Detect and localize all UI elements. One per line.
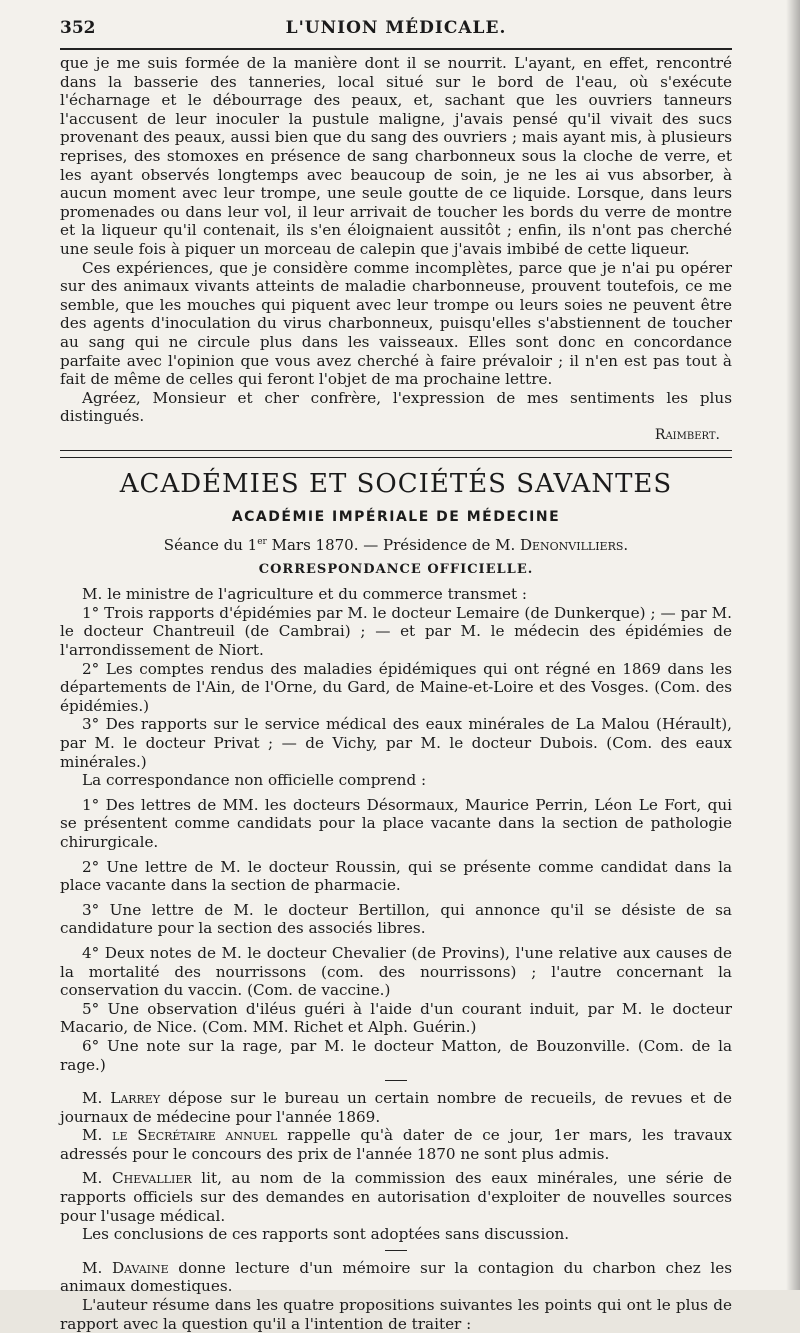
session-line: [60, 533, 732, 555]
letter-closing: Agréez, Monsieur et cher confrère, l'expression de mes sentiments les plus distingués.: [60, 388, 732, 426]
correspondance-heading: CORRESPONDANCE OFFICIELLE.: [258, 561, 534, 577]
list-item: 5° Une observation d'iléus guéri à l'aide d'un courant induit, par M. le docteur Macario, de Nice. (Com. MM. Richet et Alph. Guérin.): [60, 999, 732, 1037]
body-paragraph: L'auteur résume dans les quatre propositions suivantes les points qui ont le plus de rapport avec la question qu'il a l'intention de traiter :: [60, 1296, 732, 1333]
list-item: 3° Des rapports sur le service médical des eaux minérales de La Malou (Hérault), par M. le docteur Privat ; — de Vichy, par M. le docteur Dubois. (Com. des eaux minérales.): [60, 715, 732, 771]
speaker-text: donne lecture d'un mémoire sur la contagion du charbon chez les animaux domestiques.: [60, 1258, 733, 1296]
session-president: Denonvilliers: [519, 536, 624, 555]
session-date-suffix: er: [257, 537, 267, 548]
letter-paragraph: Ces expériences, que je considère comme incomplètes, parce que je n'ai pu opérer sur des animaux vivants atteints de maladie charbonneuse, prouvent toutefois, ce me semble, que les mouches qui piquent avec leur trompe ou leurs soies ne peuvent être des agents d'inoculation du virus charbonneux, puisqu'elles s'abstiennent de toucher au sang qui ne circule plus dans les vaisseaux. Elles sont donc en concordance parfaite avec l'opinion que vous avez cherché à faire prévaloir ; il n'en est pas tout à fait de même de celles qui feront l'objet de ma prochaine lettre.: [60, 258, 732, 389]
list-item: 3° Une lettre de M. le docteur Bertillon, qui annonce qu'il se désiste de sa candidature pour la section des associés libres.: [60, 900, 732, 938]
body-paragraph: [60, 1169, 732, 1225]
body-paragraph: [60, 1259, 732, 1296]
list-item: 4° Deux notes de M. le docteur Chevalier (de Provins), l'une relative aux causes de la mortalité des nourrissons (com. des nourrissons) ; l'autre concernant la conservation du vaccin. (Com. de vaccine.): [60, 943, 732, 1000]
speaker-text: dépose sur le bureau un certain nombre de recueils, de revues et de journaux de médecine pour l'année 1869.: [60, 1089, 732, 1126]
separator-rule: [385, 1250, 407, 1251]
academy-title: ACADÉMIE IMPÉRIALE DE MÉDECINE: [231, 509, 561, 526]
session-end: .: [623, 536, 629, 555]
list-item: 6° Une note sur la rage, par M. le docteur Matton, de Bouzonville. (Com. de la rage.): [60, 1036, 732, 1074]
page-number: 352: [60, 18, 96, 38]
list-item: 2° Les comptes rendus des maladies épidémiques qui ont régné en 1869 dans les départements de l'Ain, de l'Orne, du Gard, de Maine-et-Loire et des Vosges. (Com. des épidémies.): [60, 659, 732, 715]
speaker-text: lit, au nom de la commission des eaux minérales, une série de rapports officiels sur des demandes en autorisation d'exploiter de nouvelles sources pour l'usage médical.: [60, 1169, 732, 1225]
letter-paragraph: que je me suis formée de la manière dont il se nourrit. L'ayant, en effet, rencontré dans la basserie des tanneries, local situé sur le bord de l'eau, où s'exécute l'écharnage et le débourrage des peaux, et, sachant que les ouvriers tanneurs l'accusent de leur inoculer la pustule maligne, j'avais pensé qu'il vivait des sucs provenant des peaux, aussi bien que du sang des ouvriers ; mais ayant mis, à plusieurs reprises, des stomoxes en présence de sang charbonneux sous la cloche de verre, et les ayant observés longtemps avec beaucoup de soin, je ne les ai vus absorber, à aucun moment avec leur trompe, une seule goutte de ce liquide. Lorsque, dans leurs promenades ou dans leur vol, il leur arrivait de toucher les bords du verre de montre et la liqueur qu'il contenait, ils s'en éloignaient aussitôt ; enfin, ils n'ont pas cherché une seule fois à piquer un morceau de calepin que j'avais imbibé de cette liqueur.: [60, 54, 732, 258]
body-paragraph: [60, 1126, 732, 1163]
session-presidence: Mars 1870. — Présidence de M.: [266, 536, 520, 555]
speaker-name: M. Davaine: [82, 1258, 169, 1277]
journal-title: L'UNION MÉDICALE.: [285, 18, 507, 38]
header-rule: [60, 48, 732, 50]
body-paragraph: M. le ministre de l'agriculture et du commerce transmet :: [82, 585, 528, 604]
section-divider: [60, 450, 732, 458]
body-paragraph: [60, 1089, 732, 1126]
article-body: [60, 54, 732, 1333]
speaker-name: M. Chevallier: [82, 1169, 192, 1188]
separator-rule: [385, 1080, 407, 1081]
page-edge-shadow: [786, 0, 800, 1290]
letter-signature: Raimbert.: [654, 426, 720, 443]
list-item: 1° Trois rapports d'épidémies par M. le docteur Lemaire (de Dunkerque) ; — par M. le docteur Chantreuil (de Cambrai) ; — et par M. le médecin des épidémies de l'arrondissement de Niort.: [60, 603, 732, 660]
session-date: Séance du 1: [163, 536, 258, 555]
page-header: [60, 14, 732, 44]
list-item: 2° Une lettre de M. le docteur Roussin, qui se présente comme candidat dans la place vacante dans la section de pharmacie.: [60, 857, 732, 895]
speaker-name: M. Larrey: [82, 1089, 161, 1108]
list-item: 1° Des lettres de MM. les docteurs Désormaux, Maurice Perrin, Léon Le Fort, qui se présentent comme candidats pour la place vacante dans la section de pathologie chirurgicale.: [60, 795, 732, 851]
body-paragraph: La correspondance non officielle comprend :: [82, 771, 427, 790]
section-title: ACADÉMIES ET SOCIÉTÉS SAVANTES: [119, 469, 673, 500]
speaker-text: rappelle qu'à dater de ce jour, 1er mars, les travaux adressés pour le concours des prix de l'année 1870 ne sont plus admis.: [60, 1126, 732, 1163]
speaker-name: M. le Secrétaire annuel: [82, 1126, 278, 1145]
body-paragraph: Les conclusions de ces rapports sont adoptées sans discussion.: [82, 1225, 570, 1244]
